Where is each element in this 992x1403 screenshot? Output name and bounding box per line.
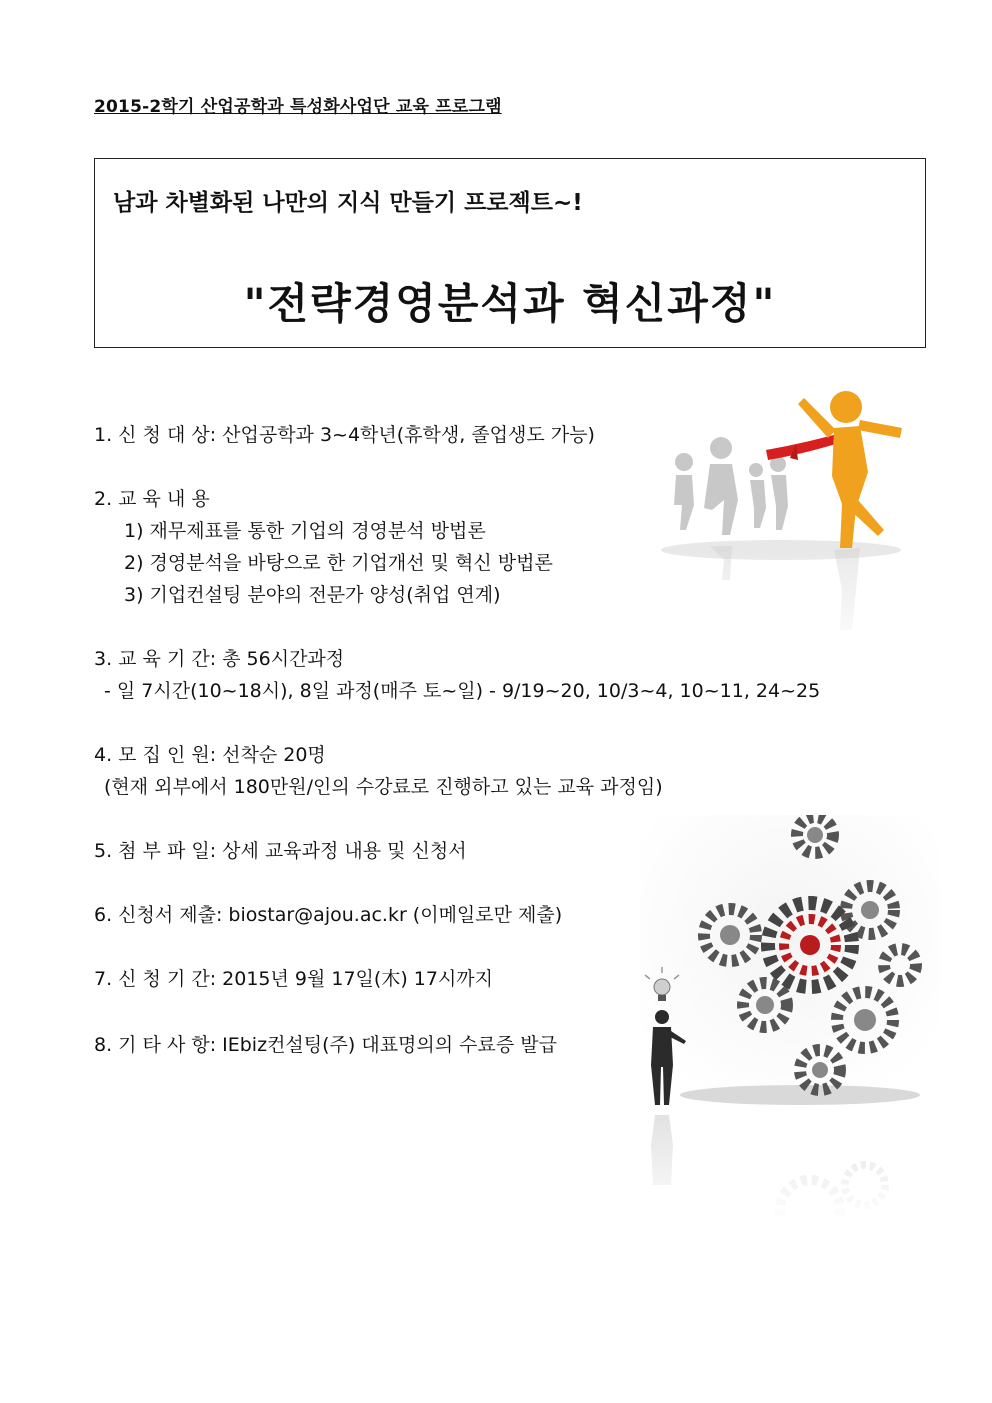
period-detail: - 일 7시간(10~18시), 8일 과정(매주 토~일) - 9/19~20, 10/3~4, 10~11, 24~25 xyxy=(104,680,821,702)
title-box xyxy=(94,158,926,348)
runners-illustration-icon xyxy=(646,380,916,660)
item-apply-period: 7. 신 청 기 간: 2015년 9월 17일(木) 17시까지 xyxy=(94,968,494,990)
content-sub-1: 1) 재무제표를 통한 기업의 경영분석 방법론 xyxy=(124,520,486,542)
item-content: 2. 교 육 내 용 xyxy=(94,488,210,510)
item-recruit: 4. 모 집 인 원: 선착순 20명 xyxy=(94,744,326,766)
item-submission: 6. 신청서 제출: biostar@ajou.ac.kr (이메일로만 제출) xyxy=(94,904,563,926)
item-attachment: 5. 첨 부 파 일: 상세 교육과정 내용 및 신청서 xyxy=(94,840,467,862)
item-target: 1. 신 청 대 상: 산업공학과 3~4학년(휴학생, 졸업생도 가능) xyxy=(94,424,595,446)
content-sub-3: 3) 기업컨설팅 분야의 전문가 양성(취업 연계) xyxy=(124,584,501,606)
course-title: "전략경영분석과 혁신과정" xyxy=(243,279,777,328)
recruit-note: (현재 외부에서 180만원/인의 수강료로 진행하고 있는 교육 과정임) xyxy=(104,776,663,798)
item-period: 3. 교 육 기 간: 총 56시간과정 xyxy=(94,648,345,670)
content-sub-2: 2) 경영분석을 바탕으로 한 기업개선 및 혁신 방법론 xyxy=(124,552,553,574)
gears-businessman-illustration-icon xyxy=(640,815,940,1225)
item-etc: 8. 기 타 사 항: IEbiz컨설팅(주) 대표명의의 수료증 발급 xyxy=(94,1034,557,1056)
program-title: 2015-2학기 산업공학과 특성화사업단 교육 프로그램 xyxy=(94,97,502,117)
title-subtitle: 남과 차별화된 나만의 지식 만들기 프로젝트~! xyxy=(113,190,583,216)
